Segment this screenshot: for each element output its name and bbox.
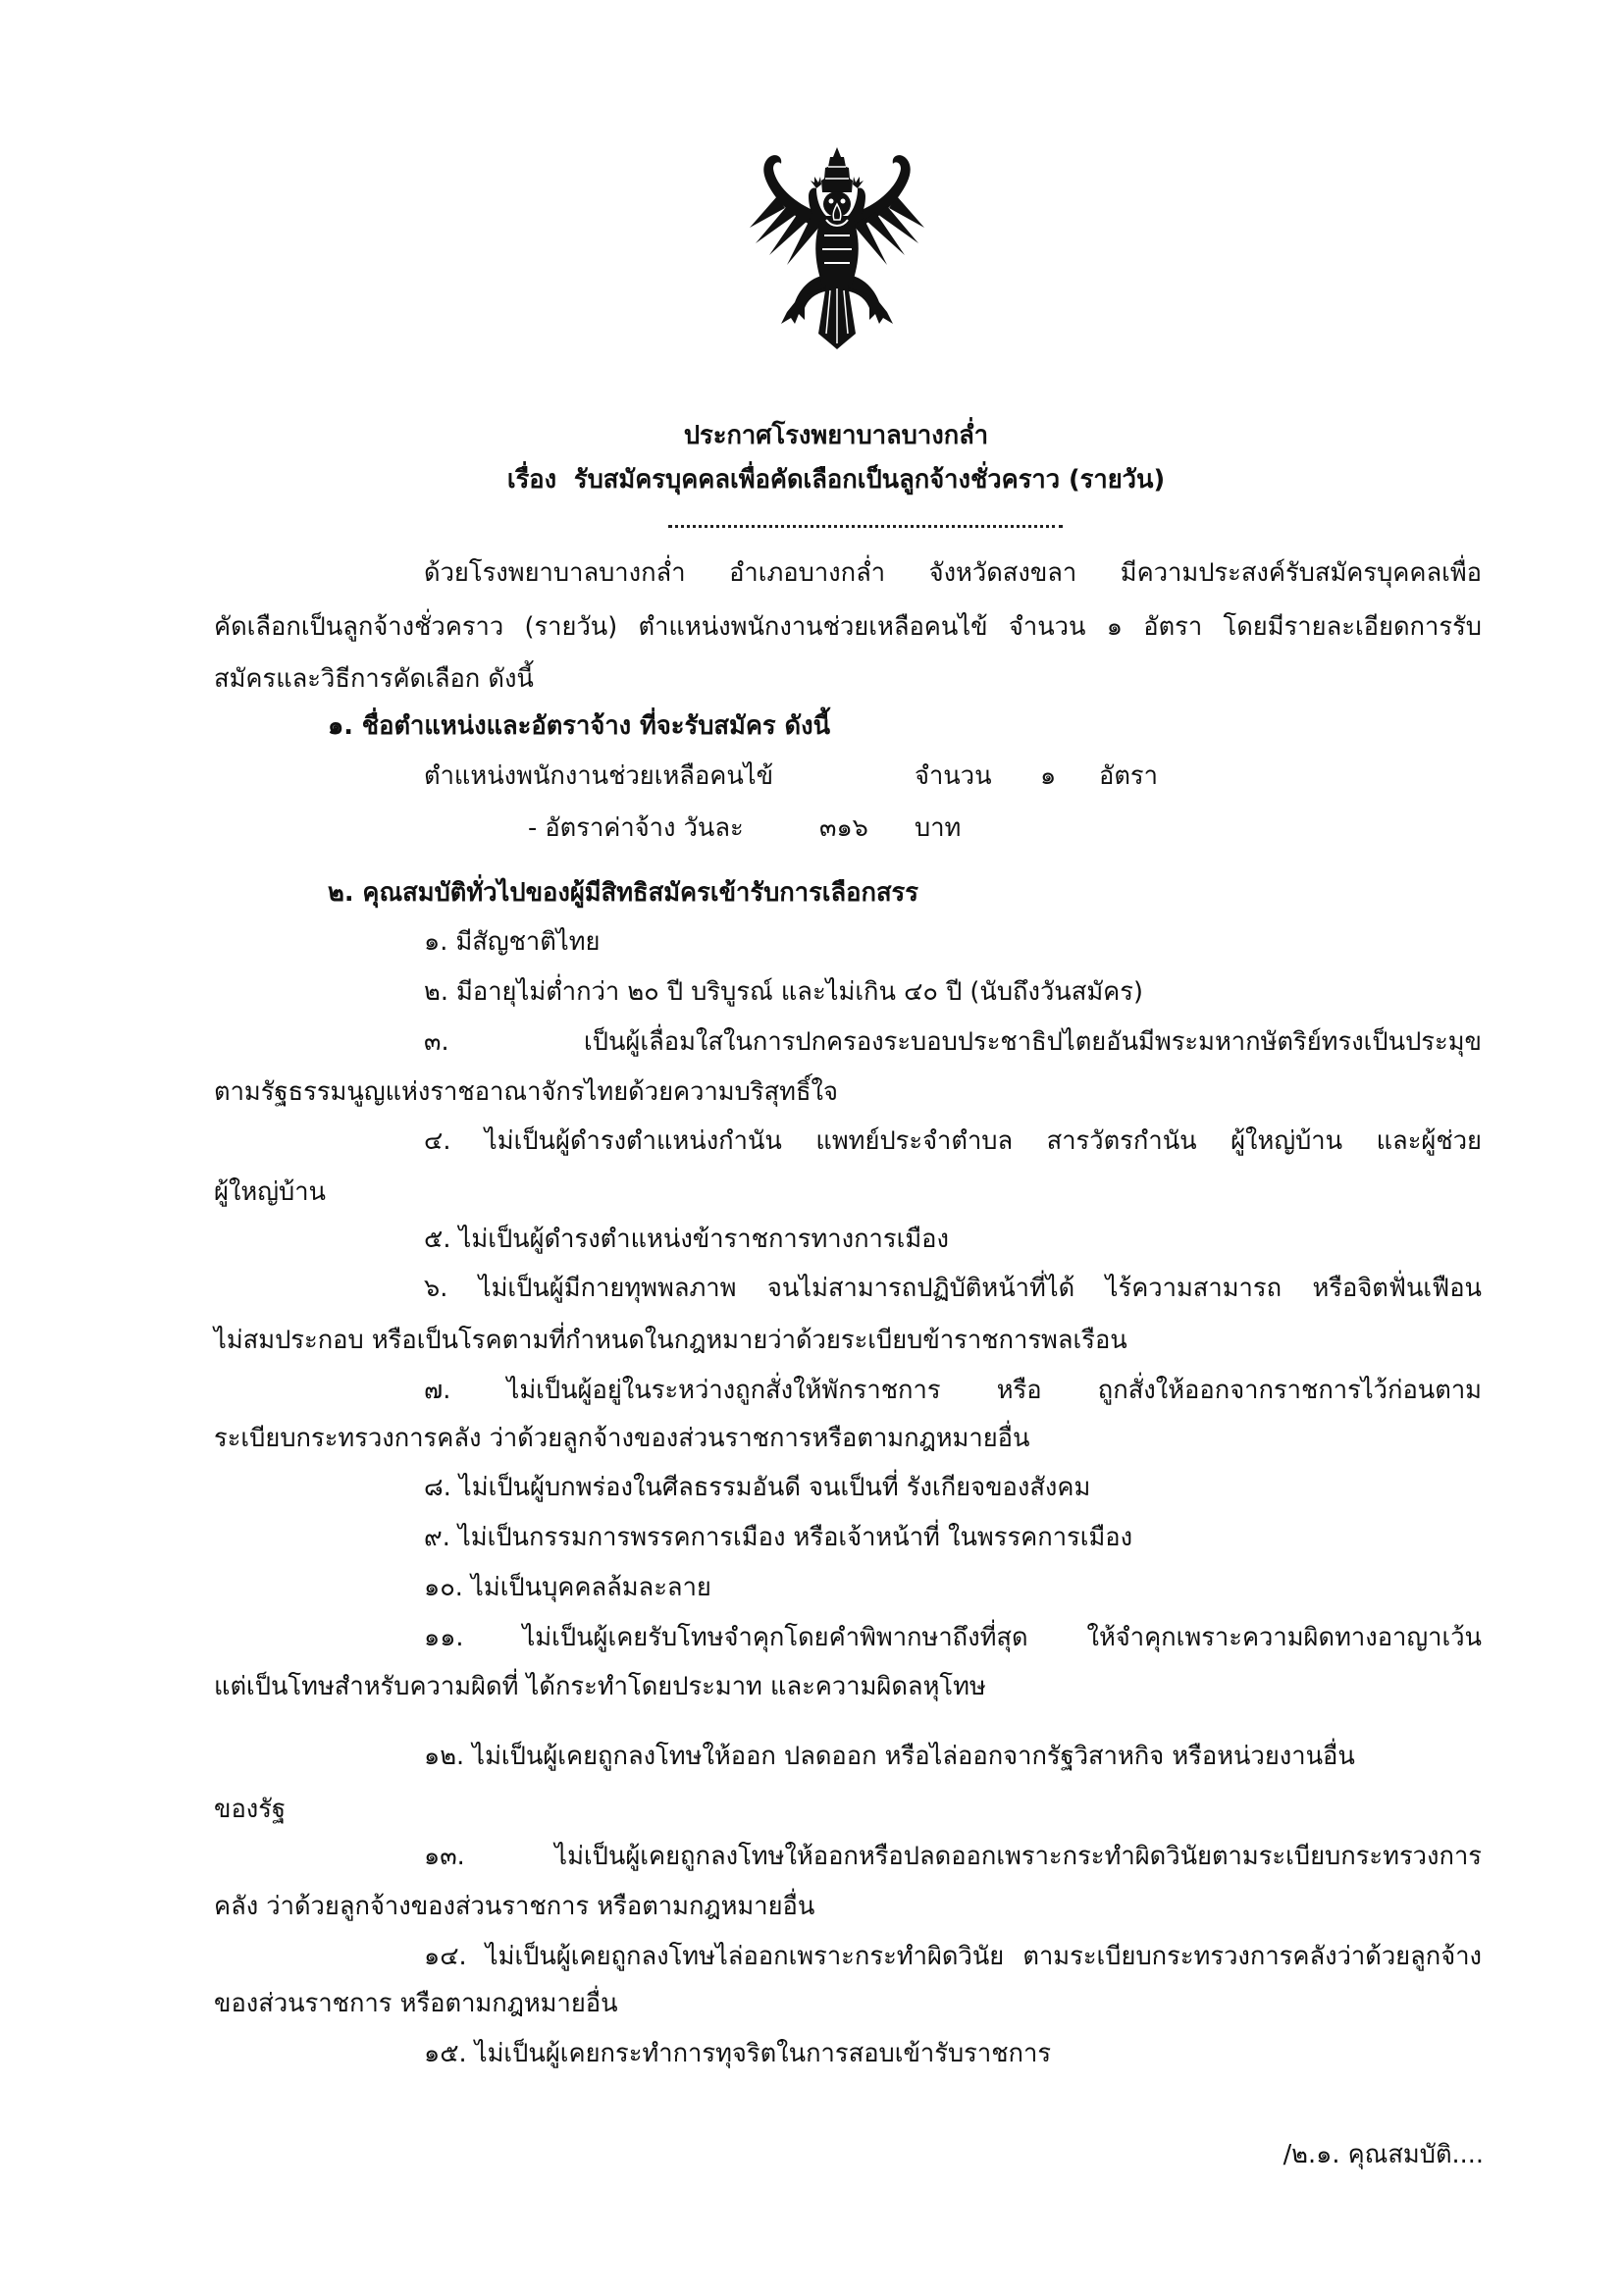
count-label: จำนวน [915, 761, 992, 791]
qualification-4-line-1: ๔. ไม่เป็นผู้ดำรงตำแหน่งกำนัน แพทย์ประจำตำบล สารวัตรกำนัน ผู้ใหญ่บ้าน และผู้ช่วย [424, 1126, 1482, 1156]
qualification-13-line-1: ๑๓. ไม่เป็นผู้เคยถูกลงโทษให้ออกหรือปลดออกเพราะกระทำผิดวินัยตามระเบียบกระทรวงการ [424, 1842, 1482, 1871]
section-1-heading: ๑. ชื่อตำแหน่งและอัตราจ้าง ที่จะรับสมัคร ดังนี้ [328, 711, 831, 741]
wage-label: - อัตราค่าจ้าง วันละ [528, 813, 744, 843]
qualification-1: ๑. มีสัญชาติไทย [424, 927, 601, 957]
qualification-15: ๑๕. ไม่เป็นผู้เคยกระทำการทุจริตในการสอบเข้ารับราชการ [424, 2039, 1052, 2068]
tail [818, 285, 856, 349]
head [823, 191, 851, 220]
qualification-9: ๙. ไม่เป็นกรรมการพรรคการเมือง หรือเจ้าหน้าที่ ในพรรคการเมือง [424, 1523, 1133, 1552]
crown [821, 147, 853, 192]
qualification-6-line-2: ไม่สมประกอบ หรือเป็นโรคตามที่กำหนดในกฎหมายว่าด้วยระเบียบข้าราชการพลเรือน [214, 1326, 1127, 1355]
qualification-10: ๑๐. ไม่เป็นบุคคลล้มละลาย [424, 1573, 711, 1602]
position-row [0, 752, 1623, 801]
qualification-12-line-1: ๑๒. ไม่เป็นผู้เคยถูกลงโทษให้ออก ปลดออก หรือไล่ออกจากรัฐวิสาหกิจ หรือหน่วยงานอื่น [424, 1742, 1355, 1771]
intro-line-3: สมัครและวิธีการคัดเลือก ดังนี้ [214, 664, 534, 694]
qualification-14-line-2: ของส่วนราชการ หรือตามกฎหมายอื่น [214, 1989, 618, 2018]
count-unit: อัตรา [1099, 761, 1158, 791]
announcement-title: ประกาศโรงพยาบาลบางกล่ำ [683, 421, 989, 450]
qualification-11-line-2: แต่เป็นโทษสำหรับความผิดที่ ได้กระทำโดยประมาท และความผิดลหุโทษ [214, 1672, 986, 1701]
qualification-11-line-1: ๑๑. ไม่เป็นผู้เคยรับโทษจำคุกโดยคำพิพากษาถึงที่สุด ให้จำคุกเพราะความผิดทางอาญาเว้น [424, 1623, 1482, 1652]
intro-line-1: ด้วยโรงพยาบาลบางกล่ำ อำเภอบางกล่ำ จังหวัดสงขลา มีความประสงค์รับสมัครบุคคลเพื่อ [424, 558, 1482, 588]
qualification-8: ๘. ไม่เป็นผู้บกพร่องในศีลธรรมอันดี จนเป็นที่ รังเกียจของสังคม [424, 1473, 1091, 1502]
position-name: ตำแหน่งพนักงานช่วยเหลือคนไข้ [424, 761, 774, 791]
body [815, 216, 859, 285]
qualification-4-line-2: ผู้ใหญ่บ้าน [214, 1177, 327, 1207]
wage-value: ๓๑๖ [819, 813, 868, 843]
section-2-heading: ๒. คุณสมบัติทั่วไปของผู้มีสิทธิสมัครเข้ารับการเลือกสรร [328, 878, 918, 908]
qualification-7-line-2: ระเบียบกระทรวงการคลัง ว่าด้วยลูกจ้างของส่วนราชการหรือตามกฎหมายอื่น [214, 1424, 1030, 1453]
wage-unit: บาท [915, 813, 962, 843]
qualification-14-line-1: ๑๔. ไม่เป็นผู้เคยถูกลงโทษไล่ออกเพราะกระทำผิดวินัย ตามระเบียบกระทรวงการคลังว่าด้วยลูกจ้าง [424, 1942, 1482, 1971]
qualification-3-line-1: ๓. เป็นผู้เลื่อมใสในการปกครองระบอบประชาธิปไตยอันมีพระมหากษัตริย์ทรงเป็นประมุข [424, 1027, 1482, 1057]
qualification-6-line-1: ๖. ไม่เป็นผู้มีกายทุพพลภาพ จนไม่สามารถปฏิบัติหน้าที่ได้ ไร้ความสามารถ หรือจิตฟั่นเฟือน [424, 1274, 1482, 1303]
qualification-7-line-1: ๗. ไม่เป็นผู้อยู่ในระหว่างถูกสั่งให้พักราชการ หรือ ถูกสั่งให้ออกจากราชการไว้ก่อนตาม [424, 1376, 1482, 1405]
intro-line-2: คัดเลือกเป็นลูกจ้างชั่วคราว (รายวัน) ตำแหน่งพนักงานช่วยเหลือคนไข้ จำนวน ๑ อัตรา โดยมีรายละเอียดการรับ [214, 612, 1482, 642]
garuda-emblem-icon [744, 147, 930, 349]
count-value: ๑ [1040, 761, 1057, 791]
qualification-3-line-2: ตามรัฐธรรมนูญแห่งราชอาณาจักรไทยด้วยความบริสุทธิ์ใจ [214, 1077, 838, 1107]
title-separator [668, 525, 1063, 528]
qualification-2: ๒. มีอายุไม่ต่ำกว่า ๒๐ ปี บริบูรณ์ และไม่เกิน ๔๐ ปี (นับถึงวันสมัคร) [424, 977, 1143, 1007]
qualification-5: ๕. ไม่เป็นผู้ดำรงตำแหน่งข้าราชการทางการเมือง [424, 1225, 949, 1254]
qualification-12-line-2: ของรัฐ [214, 1795, 287, 1824]
wage-row [0, 804, 1623, 853]
qualification-13-line-2: คลัง ว่าด้วยลูกจ้างของส่วนราชการ หรือตามกฎหมายอื่น [214, 1892, 815, 1921]
announcement-subject: เรื่อง รับสมัครบุคคลเพื่อคัดเลือกเป็นลูกจ้างชั่วคราว (รายวัน) [506, 465, 1166, 495]
continuation-note: /๒.๑. คุณสมบัติ.... [1283, 2140, 1484, 2169]
